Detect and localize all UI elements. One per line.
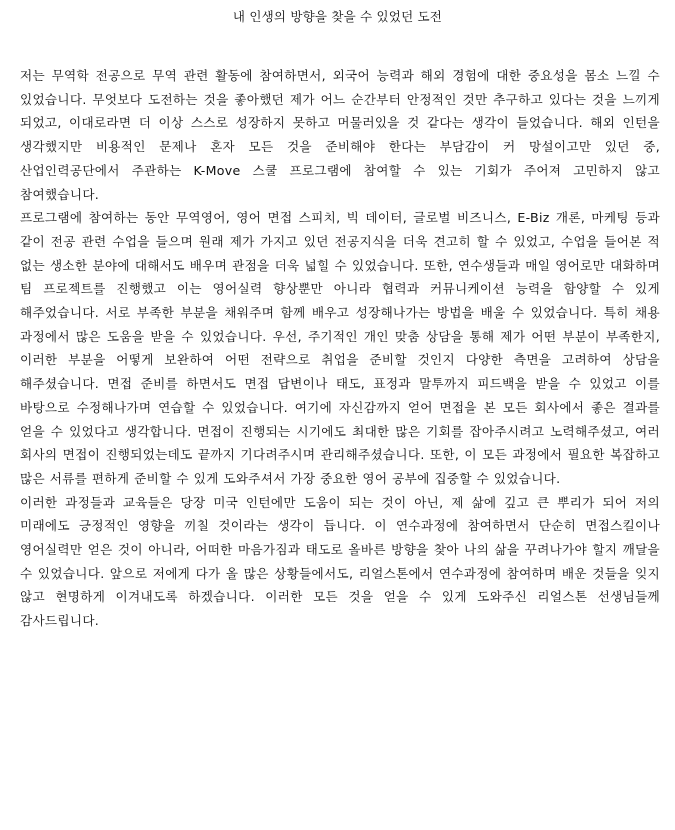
paragraph-intro: 저는 무역학 전공으로 무역 관련 활동에 참여하면서, 외국어 능력과 해외 경험에 대한 중요성을 몸소 느낄 수 있었습니다. 무엇보다 도전하는 것을 좋아했던 제가 어느 순간부터 안정적인 것만 추구하고 있다는 것을 느끼게 되었고, 이대로라면 더 이상 스스로 성장하지 못하고 머물러있을 것 같다는 생각이 들었습니다. 해외 인턴을 생각했지만 비용적인 문제나 혼자 모든 것을 준비해야 한다는 부담감이 커 망설이고만 있던 중, 산업인력공단에서 주관하는 K-Move 스쿨 프로그램에 참여할 수 있는 기회가 주어져 고민하지 않고 참여했습니다. xyxy=(20,68,660,202)
document-body xyxy=(20,64,660,633)
paragraph-conclusion: 이러한 과정들과 교육들은 당장 미국 인턴에만 도움이 되는 것이 아닌, 제 삶에 깊고 큰 뿌리가 되어 저의 미래에도 긍정적인 영향을 끼칠 것이라는 생각이 듭니다. 이 연수과정에 참여하면서 단순히 면접스킬이나 영어실력만 얻은 것이 아니라, 어떠한 마음가짐과 태도로 올바른 방향을 찾아 나의 삶을 꾸려나가야 할지 깨달을 수 있었습니다. 앞으로 저에게 다가 올 많은 상황들에서도, 리얼스톤에서 연수과정에 참여하며 배운 것들을 잊지 않고 현명하게 이겨내도록 하겠습니다. 이러한 모든 것을 얻을 수 있게 도와주신 리얼스톤 선생님들께 감사드립니다. xyxy=(20,494,660,629)
document-title: 내 인생의 방향을 찾을 수 있었던 도전 xyxy=(232,9,443,24)
paragraph-program: 프로그램에 참여하는 동안 무역영어, 영어 면접 스피치, 빅 데이터, 글로벌 비즈니스, E-Biz 개론, 마케팅 등과 같이 전공 관련 수업을 들으며 원래 제가 가지고 있던 전공지식을 더욱 견고히 할 수 있었고, 수업을 들어본 적 없는 생소한 분야에 대해서도 배우며 관점을 더욱 넓힐 수 있었습니다. 또한, 연수생들과 매일 영어로만 대화하며 팀 프로젝트를 진행했고 이는 영어실력 향상뿐만 아니라 협력과 커뮤니케이션 능력을 함양할 수 있게 해주었습니다. 서로 부족한 부분을 채워주며 함께 배우고 성장해나가는 방법을 배울 수 있었습니다. 특히 채용 과정에서 많은 도움을 받을 수 있었습니다. 우선, 주기적인 개인 맞춤 상담을 통해 제가 어떤 부분이 부족한지, 이러한 부분을 어떻게 보완하여 어떤 전략으로 취업을 준비할 것인지 다양한 측면을 고려하여 상담을 해주셨습니다. 면접 준비를 하면서도 면접 답변이나 태도, 표정과 말투까지 피드백을 받을 수 있었고 이를 바탕으로 수정해나가며 연습할 수 있었습니다. 여기에 자신감까지 얻어 면접을 본 모든 회사에서 좋은 결과를 얻을 수 있었다고 생각합니다. 면접이 진행되는 시기에도 최대한 많은 기회를 잡아주시려고 노력해주셨고, 여러 회사의 면접이 진행되었는데도 끝까지 기다려주시며 관리해주셨습니다. 또한, 이 모든 과정에서 필요한 복잡하고 많은 서류를 편하게 준비할 수 있게 도와주셔서 가장 중요한 영어 공부에 집중할 수 있었습니다. xyxy=(20,210,660,486)
